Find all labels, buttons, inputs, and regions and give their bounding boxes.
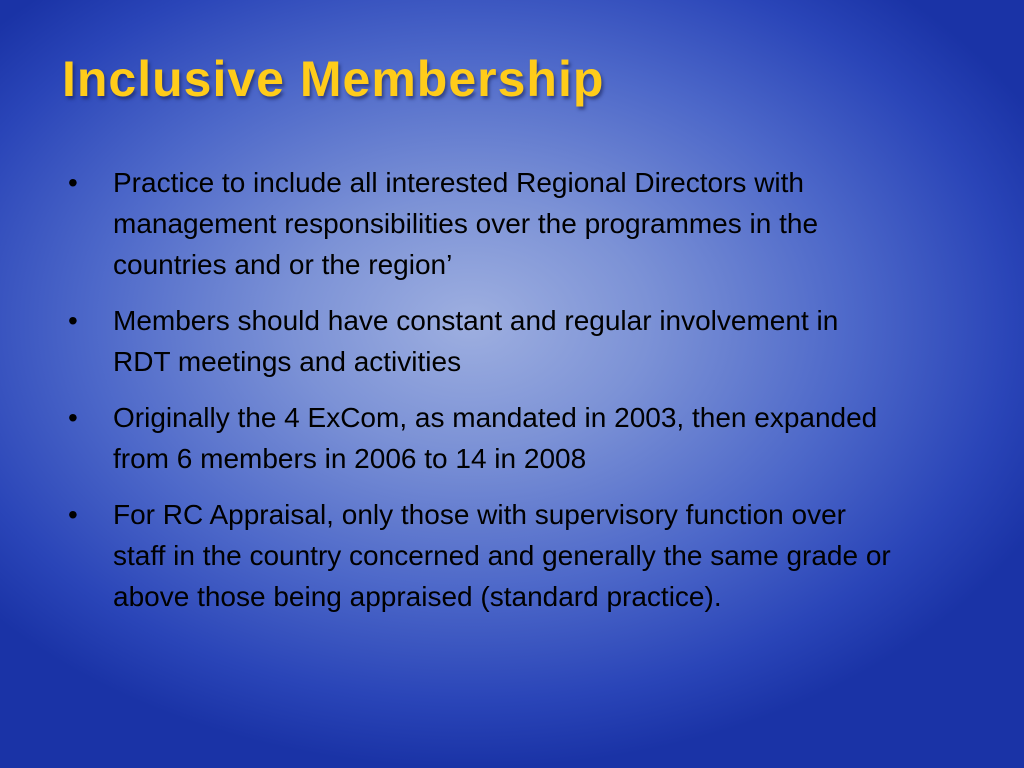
bullet-icon: • bbox=[68, 167, 78, 198]
bullet-item bbox=[66, 162, 896, 285]
bullet-item bbox=[66, 397, 896, 479]
bullet-item bbox=[66, 300, 896, 382]
bullet-icon: • bbox=[68, 499, 78, 530]
bullet-item bbox=[66, 494, 896, 617]
bullet-icon: • bbox=[68, 305, 78, 336]
bullet-text: Members should have constant and regular involvement in RDT meetings and activities bbox=[113, 305, 839, 377]
bullet-icon: • bbox=[68, 402, 78, 433]
bullet-text: Originally the 4 ExCom, as mandated in 2003, then expanded from 6 members in 2006 to 14 in 2008 bbox=[113, 402, 878, 474]
slide-title: Inclusive Membership bbox=[62, 51, 605, 107]
bullet-text: For RC Appraisal, only those with supervisory function over staff in the country concerned and generally the same grade or above those being appraised (standard practice). bbox=[113, 499, 891, 612]
bullet-text: Practice to include all interested Regional Directors with management responsibilities over the programmes in the countries and or the region’ bbox=[113, 167, 819, 280]
bullet-list bbox=[66, 162, 896, 632]
